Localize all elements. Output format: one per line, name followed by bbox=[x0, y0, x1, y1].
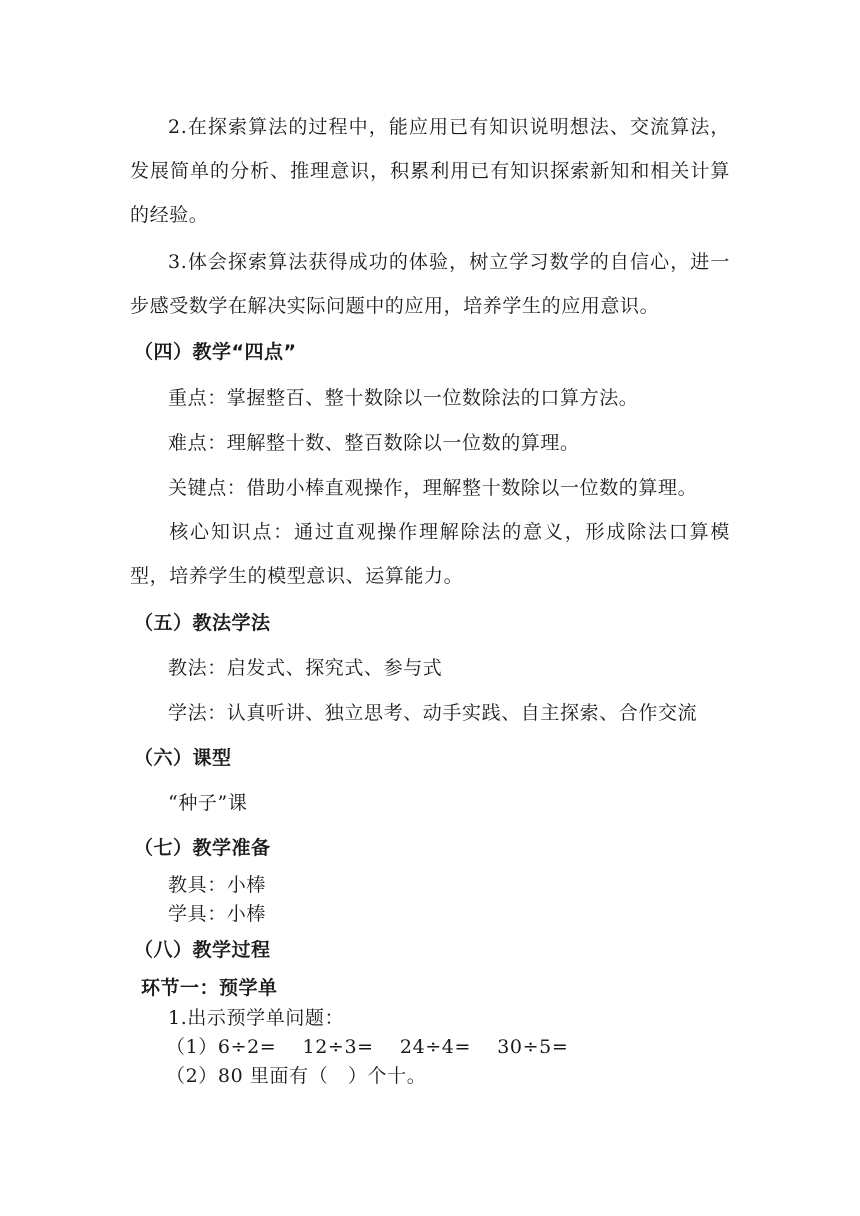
crucial-point: 关键点：借助小棒直观操作，理解整十数除以一位数的算理。 bbox=[168, 477, 698, 499]
objective-item-3 bbox=[130, 240, 730, 328]
section-heading-process: （八）教学过程 bbox=[134, 939, 271, 961]
teaching-method: 教法：启发式、探究式、参与式 bbox=[168, 657, 443, 679]
key-point: 重点：掌握整百、整十数除以一位数除法的口算方法。 bbox=[168, 387, 639, 409]
section-heading-course-type: （六）课型 bbox=[134, 747, 232, 769]
student-tools: 学具：小棒 bbox=[168, 903, 267, 925]
section-heading-methods: （五）教法学法 bbox=[134, 612, 271, 634]
step-one-item-1: 1.出示预学单问题： bbox=[168, 1007, 345, 1029]
core-knowledge-point-text: 核心知识点：通过直观操作理解除法的意义，形成除法口算模型，培养学生的模型意识、运算能力。 bbox=[130, 521, 730, 587]
objective-item-2-text: 2.在探索算法的过程中，能应用已有知识说明想法、交流算法，发展简单的分析、推理意识，积累利用已有知识探索新知和相关计算的经验。 bbox=[130, 116, 730, 226]
objective-item-2 bbox=[130, 105, 730, 237]
core-knowledge-point bbox=[130, 510, 730, 598]
course-type: “种子”课 bbox=[168, 792, 248, 814]
pre-study-question-2: （2）80 里面有（ ）个十。 bbox=[166, 1065, 427, 1087]
learning-method: 学法：认真听讲、独立思考、动手实践、自主探索、合作交流 bbox=[168, 702, 698, 724]
section-heading-preparation: （七）教学准备 bbox=[134, 837, 271, 859]
step-one-title: 环节一：预学单 bbox=[141, 977, 278, 999]
teacher-tools: 教具：小棒 bbox=[168, 874, 267, 896]
section-heading-four-points: （四）教学“四点” bbox=[134, 341, 297, 363]
objective-item-3-text: 3.体会探索算法获得成功的体验，树立学习数学的自信心，进一步感受数学在解决实际问题中的应用，培养学生的应用意识。 bbox=[130, 251, 730, 317]
difficult-point: 难点：理解整十数、整百数除以一位数的算理。 bbox=[168, 432, 580, 454]
pre-study-question-1: （1）6÷2= 12÷3= 24÷4= 30÷5= bbox=[166, 1036, 569, 1058]
